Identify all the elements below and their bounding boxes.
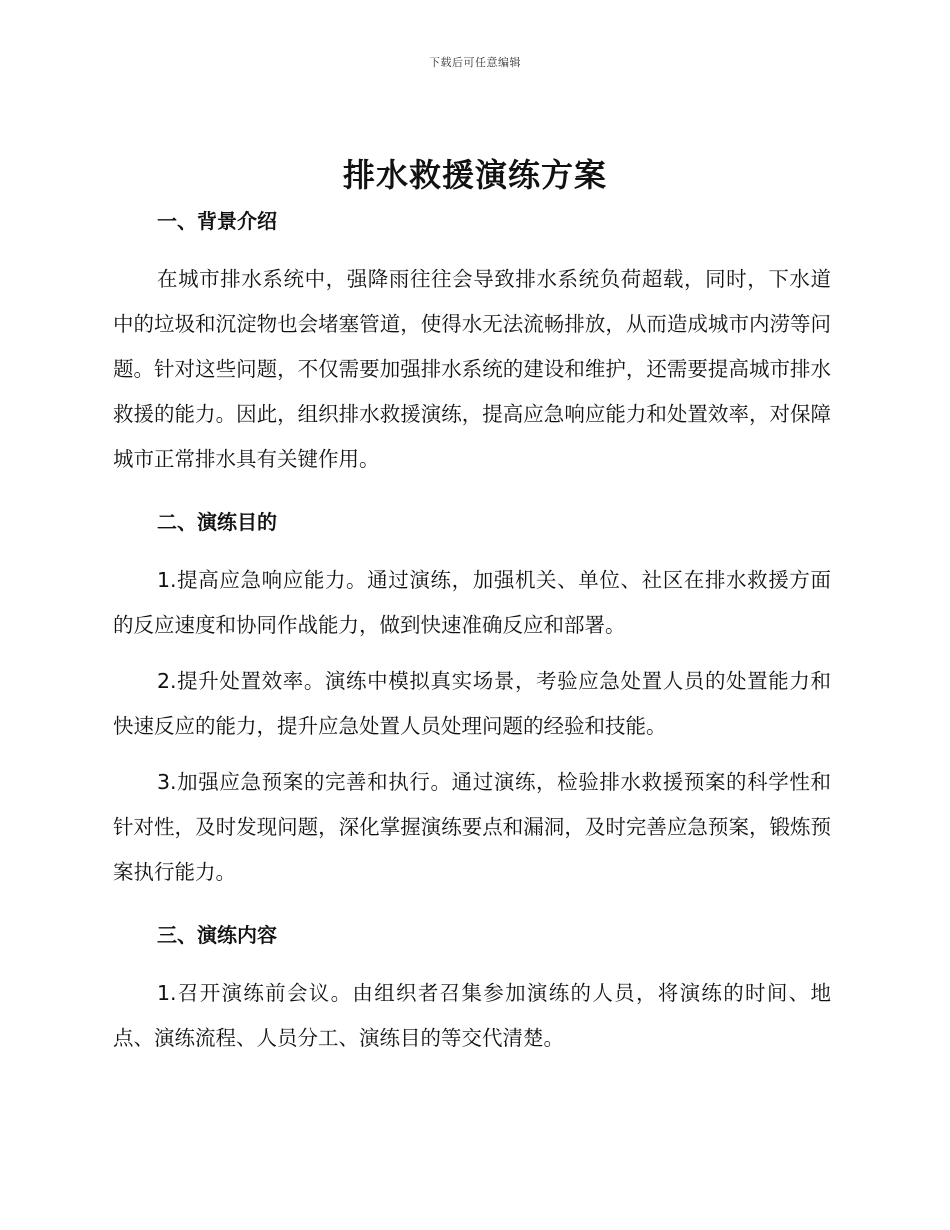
paragraph-objective-1: 1.提高应急响应能力。通过演练，加强机关、单位、社区在排水救援方面的反应速度和协同作战能力，做到快速准确反应和部署。 <box>113 568 831 637</box>
paragraph-background: 在城市排水系统中，强降雨往往会导致排水系统负荷超载，同时，下水道中的垃圾和沉淀物也会堵塞管道，使得水无法流畅排放，从而造成城市内涝等问题。针对这些问题，不仅需要加强排水系统的建设和维护，还需要提高城市排水救援的能力。因此，组织排水救援演练，提高应急响应能力和处置效率，对保障城市正常排水具有关键作用。 <box>113 267 831 471</box>
page-header-note: 下载后可任意编辑 <box>429 56 521 69</box>
document-title: 排水救援演练方案 <box>342 156 607 194</box>
section-heading-content: 三、演练内容 <box>157 923 277 947</box>
section-heading-background: 一、背景介绍 <box>157 209 277 233</box>
section-heading-objectives: 二、演练目的 <box>157 510 277 534</box>
paragraph-objective-3: 3.加强应急预案的完善和执行。通过演练，检验排水救援预案的科学性和针对性，及时发现问题，深化掌握演练要点和漏洞，及时完善应急预案，锻炼预案执行能力。 <box>113 770 831 884</box>
paragraph-content-1: 1.召开演练前会议。由组织者召集参加演练的人员，将演练的时间、地点、演练流程、人员分工、演练目的等交代清楚。 <box>113 981 831 1050</box>
document-body <box>113 205 831 1061</box>
paragraph-objective-2: 2.提升处置效率。演练中模拟真实场景，考验应急处置人员的处置能力和快速反应的能力，提升应急处置人员处理问题的经验和技能。 <box>113 669 831 738</box>
